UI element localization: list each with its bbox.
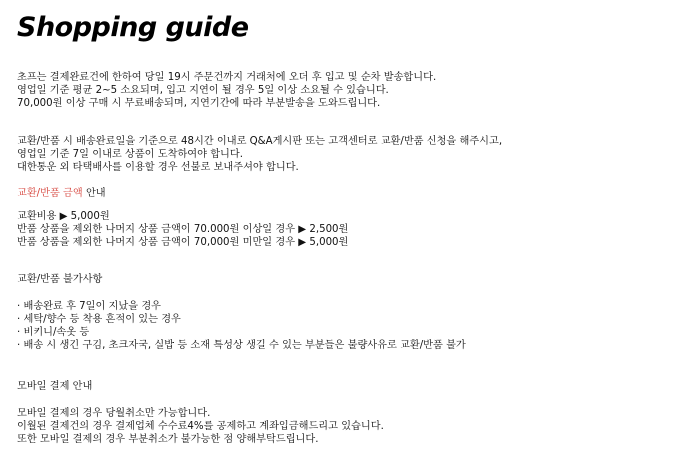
fee-line-1: 교환비용 ▶ 5,000원	[17, 211, 110, 222]
return-policy-line-1: 교환/반품 시 배송완료일을 기준으로 48시간 이내로 Q&A게시판 또는 고객센터로 교환/반품 신청을 해주시고,	[17, 136, 503, 147]
shipping-line-2: 영업일 기준 평균 2~5 소요되며, 입고 지연이 될 경우 5일 이상 소요될 수 있습니다.	[17, 85, 389, 96]
return-policy-line-3: 대한통운 외 타택배사를 이용할 경우 선불로 보내주셔야 합니다.	[17, 162, 299, 173]
not-allowed-item: · 세탁/향수 등 착용 흔적이 있는 경우	[17, 314, 181, 325]
fee-heading-accent: 교환/반품 금액	[17, 188, 83, 199]
fee-line-2: 반품 상품을 제외한 나머지 상품 금액이 70.000원 이상일 경우 ▶ 2,500원	[17, 224, 349, 235]
shipping-line-1: 초프는 결제완료건에 한하여 당일 19시 주문건까지 거래처에 오더 후 입고 및 순차 발송합니다.	[17, 72, 437, 83]
fee-line-3: 반품 상품을 제외한 나머지 상품 금액이 70,000원 미만일 경우 ▶ 5,000원	[17, 237, 349, 248]
page-title: Shopping guide	[17, 12, 249, 43]
not-allowed-item: · 배송 시 생긴 구김, 초크자국, 실밥 등 소재 특성상 생길 수 있는 부분들은 불량사유로 교환/반품 불가	[17, 340, 466, 351]
not-allowed-heading: 교환/반품 불가사항	[17, 274, 103, 285]
fee-heading	[17, 187, 106, 200]
fee-heading-rest: 안내	[82, 188, 106, 199]
not-allowed-item: · 배송완료 후 7일이 지났을 경우	[17, 301, 162, 312]
mobile-payment-heading: 모바일 결제 안내	[17, 381, 93, 392]
mobile-payment-line-2: 이월된 결제건의 경우 결제업체 수수료4%를 공제하고 계좌입금해드리고 있습니다.	[17, 421, 384, 432]
mobile-payment-line-3: 또한 모바일 결제의 경우 부분취소가 불가능한 점 양해부탁드립니다.	[17, 434, 319, 445]
return-policy-line-2: 영업일 기준 7일 이내로 상품이 도착하여야 합니다.	[17, 149, 243, 160]
shipping-line-3: 70,000원 이상 구매 시 무료배송되며, 지연기간에 따라 부분발송을 도와드립니다.	[17, 98, 381, 109]
mobile-payment-line-1: 모바일 결제의 경우 당월취소만 가능합니다.	[17, 408, 211, 419]
not-allowed-item: · 비키니/속옷 등	[17, 327, 90, 338]
